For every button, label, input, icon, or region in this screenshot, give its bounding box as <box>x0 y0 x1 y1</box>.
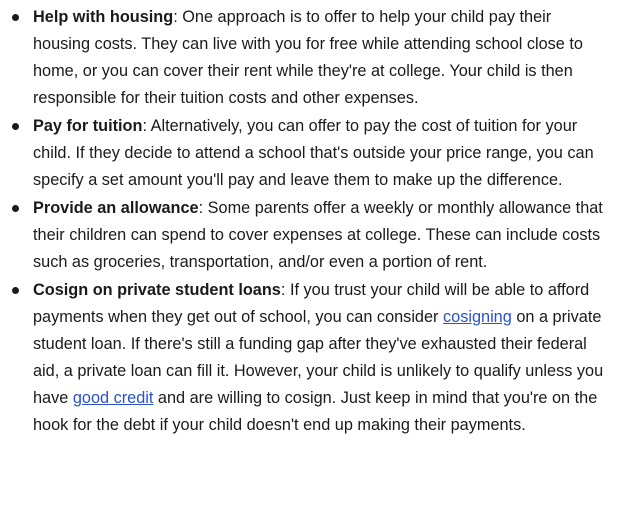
list-item-tuition <box>0 113 612 194</box>
bullet-icon <box>12 205 19 212</box>
item-separator: : <box>173 8 183 26</box>
item-term: Help with housing <box>33 8 174 26</box>
bullet-icon <box>12 287 19 294</box>
list-item-housing <box>0 4 612 112</box>
bullet-icon <box>12 123 19 130</box>
item-text: Some parents offer a weekly or monthly allowance that their children can spend to cover expenses at college. These can include costs such as groceries, transportation, and/or even a portion of rent. <box>33 199 603 271</box>
item-text: Alternatively, you can offer to pay the cost of tuition for your child. If they decide to attend a school that's outside your price range, you can specify a set amount you'll pay and leave them to make up the difference. <box>33 117 594 189</box>
good-credit-link[interactable]: good credit <box>72 389 154 407</box>
item-separator: : <box>280 281 290 299</box>
list-item-cosign <box>0 277 612 439</box>
item-separator: : <box>198 199 208 217</box>
list-item-allowance <box>0 195 612 276</box>
item-text-part-1: If you trust your child will be able to afford payments when they get out of school, you can consider <box>33 281 590 326</box>
cosigning-link[interactable]: cosigning <box>443 308 512 326</box>
bullet-icon <box>12 14 19 21</box>
item-term: Cosign on private student loans <box>33 281 281 299</box>
item-separator: : <box>142 117 151 135</box>
item-text-part-3: and are willing to cosign. Just keep in mind that you're on the hook for the debt if your child doesn't end up making their payments. <box>33 389 598 434</box>
item-text: One approach is to offer to help your child pay their housing costs. They can live with you for free while attending school close to home, or you can cover their rent while they're at college. Your child is then responsible for their tuition costs and other expenses. <box>33 8 583 107</box>
item-term: Provide an allowance <box>33 199 199 217</box>
item-text-part-2: on a private student loan. If there's still a funding gap after they've exhausted their federal aid, a private loan can fill it. However, your child is unlikely to qualify unless you have <box>33 308 604 407</box>
item-term: Pay for tuition <box>33 117 143 135</box>
